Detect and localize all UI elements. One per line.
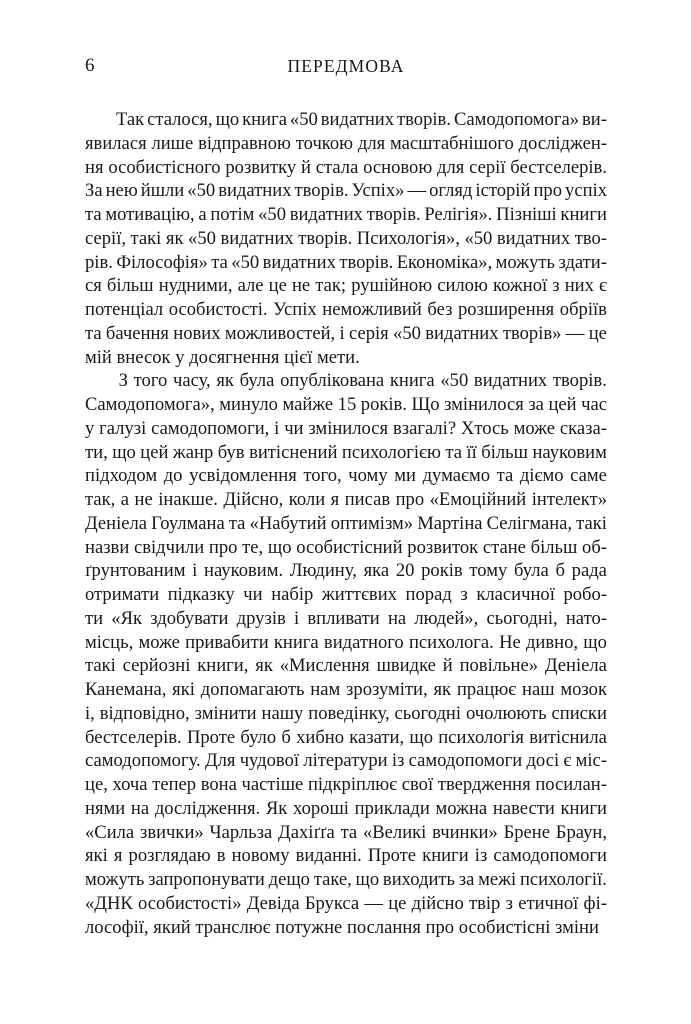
- text-line: у галузі самодопомоги, і чи змінилося взагалі? Хтось може сказа-: [85, 417, 607, 439]
- text-line: явилася лише відправною точкою для масштабнішого досліджен-: [85, 132, 607, 154]
- text-line: отримати підказку чи набір життєвих порад з класичної робо-: [85, 584, 607, 605]
- text-line: «ДНК особистості» Девіда Брукса — це дійсно твір з етичної фі-: [85, 892, 607, 914]
- first-line-indent: [85, 369, 113, 393]
- text-line: місць, може привабити книга видатного психолога. Не дивно, що: [85, 631, 607, 653]
- text-line: потенціал особистості. Успіх неможливий без розширення обріїв: [85, 299, 607, 320]
- text-line: ти «Як здобувати друзів і впливати на людей», сьогодні, нато-: [85, 607, 607, 629]
- text-line: лософії, який транслює потужне послання про особистісні зміни: [85, 916, 599, 938]
- text-line: ґрунтованим і науковим. Людину, яка 20 років тому була б рада: [85, 560, 607, 582]
- paragraph: [85, 108, 607, 369]
- first-line-indent: [85, 108, 113, 132]
- text-line: самодопомогу. Для чудової літератури із самодопомоги досі є міс-: [85, 750, 607, 772]
- text-line: Так сталося, що книга «50 видатних творів. Самодопомога» ви-: [85, 108, 607, 132]
- text-line: та мотивацію, а потім «50 видатних творів. Релігія». Пізніші книги: [85, 204, 607, 225]
- text-line: ня особистісного розвитку й стала основою для серії бестселерів.: [85, 156, 607, 178]
- text-line: З того часу, як була опублікована книга «50 видатних творів.: [85, 369, 607, 393]
- text-line: Деніела Гоулмана та «Набутий оптимізм» Мартіна Селігмана, такі: [85, 512, 607, 534]
- text-line: Самодопомога», минуло майже 15 років. Що змінилося за цей час: [85, 394, 607, 415]
- text-line: ся більш нудними, але це не так; рушійною силою кожної з них є: [85, 275, 607, 297]
- text-line: та бачення нових можливостей, і серія «50 видатних творів» — це: [85, 322, 607, 344]
- text-line: нями на дослідження. Як хороші приклади можна навести книги: [85, 797, 607, 819]
- running-head: [85, 54, 607, 78]
- text-line: мій внесок у досягнення цієї мети.: [85, 346, 360, 368]
- page-number: 6: [85, 55, 95, 76]
- text-line: так, а не інакше. Дійсно, коли я писав про «Емоційний інтелект»: [85, 489, 607, 510]
- text-line: рів. Філософія» та «50 видатних творів. Економіка», можуть здати-: [85, 251, 607, 273]
- text-line: які я розглядаю в новому виданні. Проте книги із самодопомоги: [85, 845, 607, 867]
- running-head-title: ПЕРЕДМОВА: [287, 56, 405, 76]
- text-line: серії, такі як «50 видатних творів. Психологія», «50 видатних тво-: [85, 227, 607, 249]
- text-line: ти, що цей жанр був витіснений психологією та її більш науковим: [85, 441, 607, 463]
- text-line: можуть запропонувати дещо таке, що виходить за межі психології.: [85, 869, 607, 890]
- text-line: бестселерів. Проте було б хибно казати, що психологія витіснила: [85, 726, 607, 748]
- text-line: і, відповідно, змінити нашу поведінку, сьогодні очолюють списки: [85, 702, 607, 724]
- paragraph: [85, 369, 607, 939]
- text-line: це, хоча тепер вона частіше підкріплює свої твердження посилан-: [85, 774, 607, 795]
- text-line: За нею йшли «50 видатних творів. Успіх» — огляд історій про успіх: [85, 180, 607, 202]
- body-text-block: [85, 108, 607, 939]
- text-line: «Сила звички» Чарльза Дахіґґа та «Великі вчинки» Брене Браун,: [85, 821, 607, 843]
- text-line: підходом до усвідомлення того, чому ми думаємо та діємо саме: [85, 465, 607, 487]
- text-line: назви свідчили про те, що особистісний розвиток стане більш об-: [85, 536, 607, 558]
- text-line: Канемана, які допомагають нам зрозуміти, як працює наш мозок: [85, 679, 607, 700]
- text-line: такі серйозні книги, як «Мислення швидке й повільне» Деніела: [85, 655, 607, 677]
